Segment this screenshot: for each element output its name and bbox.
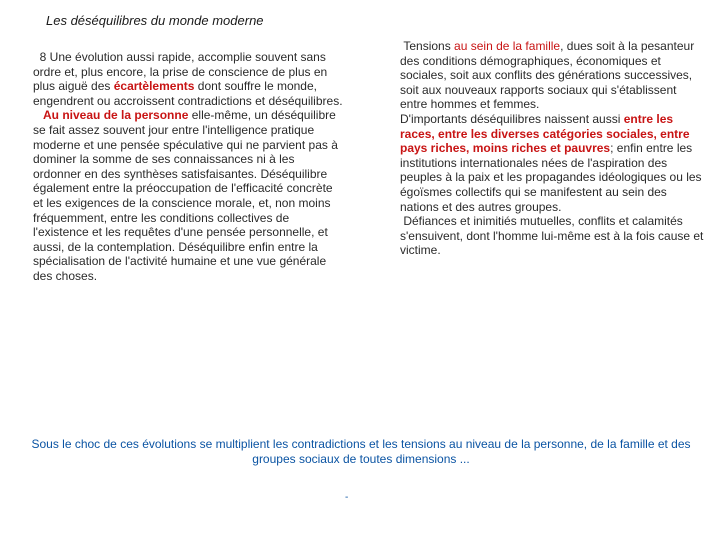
highlight-races-pays: entre les races, entre les diverses catégories sociales, entre pays riches, moins riches et pauvres: [400, 111, 690, 156]
right-column: [400, 39, 706, 258]
paragraph-evolution: [33, 50, 343, 108]
paragraph-defiances: [400, 214, 706, 258]
paragraph-personne: [33, 108, 343, 283]
paragraph-text: elle-même, un déséquilibre se fait assez souvent jour entre l'intelligence pratique moderne et une pensée spéculative qui ne parvient pas à dominer la somme de ses connaissances ni à les ordonner en des synthèses satisfaisantes. Déséquilibre également entre la préoccupation de l'efficacité concrète et les exigences de la conscience morale, et, non moins fréquemment, entre les conditions collectives de l'existence et les requêtes d'une pensée personnelle, et aussi, de la contemplation. Déséquilibre enfin entre la spécialisation de l'activité humaine et une vue générale des choses.: [33, 108, 338, 283]
page-title: Les déséquilibres du monde moderne: [46, 13, 264, 28]
paragraph-text: D'importants déséquilibres naissent aussi: [400, 111, 624, 126]
left-column: [33, 50, 343, 284]
highlight-niveau-personne: Au niveau de la personne: [43, 108, 189, 123]
paragraph-desequilibres: [400, 112, 706, 214]
paragraph-text: Tensions: [403, 39, 455, 53]
paragraph-famille: [400, 39, 706, 112]
paragraph-text: 8 Une évolution aussi rapide, accomplie souvent sans ordre et, plus encore, la prise de conscience de plus en plus aiguë des: [33, 50, 328, 94]
conclusion-text: Sous le choc de ces évolutions se multiplient les contradictions et les tensions au niveau de la personne, de la famille et des groupes sociaux de toutes dimensions ...: [31, 437, 691, 466]
paragraph-text: , dues soit à la pesanteur des conditions démographiques, économiques et sociales, soit aux conflits des générations successives, soit aux nouveaux rapports sociaux qui s'établissent entre hommes et femmes.: [400, 39, 695, 112]
highlight-famille: au sein de la famille: [454, 39, 561, 53]
paragraph-text: Défiances et inimitiés mutuelles, conflits et calamités s'ensuivent, dont l'homme lui-même est à la fois cause et victime.: [400, 214, 704, 258]
highlight-ecartelements: écartèlements: [113, 79, 195, 94]
paragraph-text: ; enfin entre les institutions internationales nées de l'aspiration des peuples à la paix et les propagandes idéologiques ou les égoïsmes collectifs qui se manifestent au sein des nations et des autres groupes.: [400, 141, 702, 214]
paragraph-text: dont souffre le monde, engendrent ou accroissent contradictions et déséquilibres.: [33, 79, 343, 108]
footer-mark: -: [345, 492, 349, 503]
